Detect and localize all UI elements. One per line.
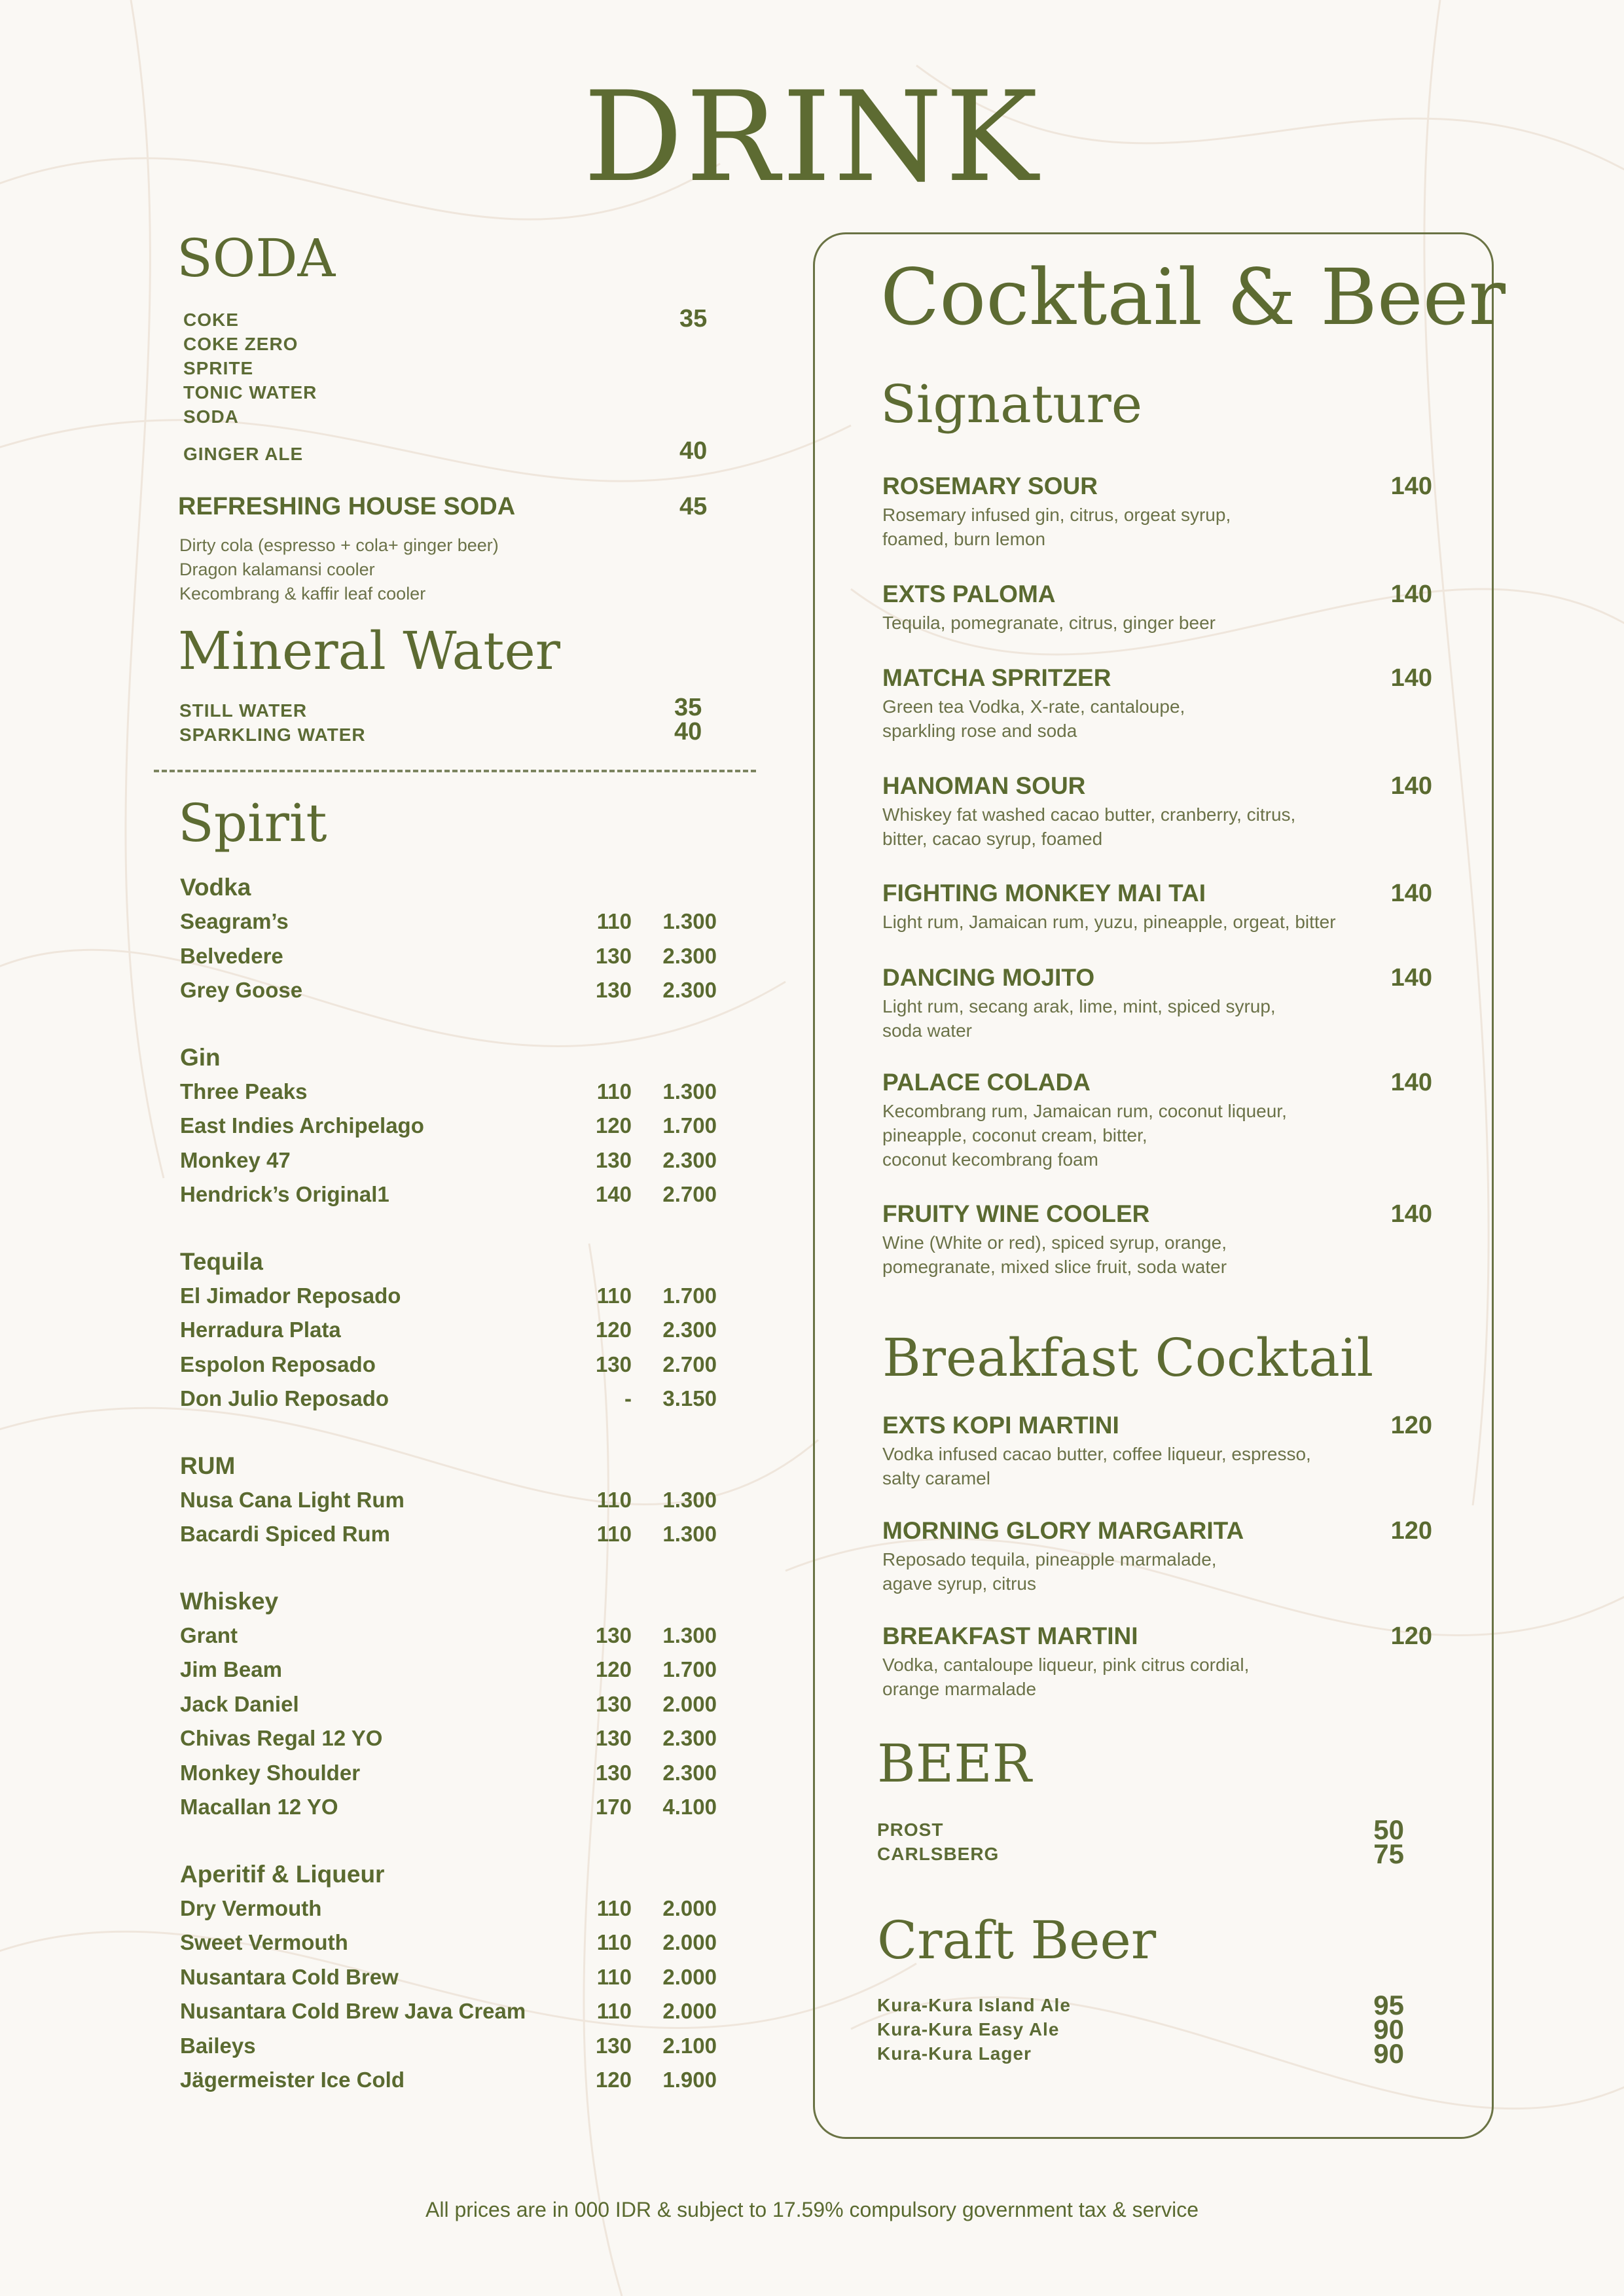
bottle-price: 2.000 — [662, 1964, 717, 1989]
spirit-name: Monkey 47 — [180, 1147, 291, 1172]
cocktail-description: Light rum, Jamaican rum, yuzu, pineapple, orgeat, bitter — [882, 912, 1336, 932]
glass-price: 110 — [596, 1930, 632, 1954]
spirit-group-title: Whiskey — [180, 1587, 279, 1615]
spirit-name: Grey Goose — [180, 978, 303, 1002]
bottle-price: 2.300 — [662, 978, 717, 1002]
glass-price: 130 — [595, 978, 632, 1002]
craft-beer-row — [877, 2014, 1404, 2045]
cocktail-item — [882, 578, 1432, 635]
cocktail-name: DANCING MOJITO — [882, 964, 1095, 991]
bottle-price: 2.000 — [662, 1895, 717, 1920]
cocktail-price: 140 — [1390, 964, 1432, 992]
cocktail-name: FRUITY WINE COOLER — [882, 1200, 1150, 1227]
cocktail-description: orange marmalade — [882, 1679, 1037, 1699]
bottle-price: 2.000 — [662, 1691, 717, 1716]
spirit-name: Monkey Shoulder — [180, 1760, 361, 1785]
soda-item: COKE ZERO — [183, 334, 298, 354]
cocktail-price: 140 — [1390, 664, 1432, 692]
cocktail-item — [882, 770, 1432, 851]
bottle-price: 2.300 — [662, 1318, 717, 1342]
cocktail-item — [882, 470, 1432, 551]
cocktail-price: 120 — [1390, 1412, 1432, 1439]
spirit-group — [180, 1245, 736, 1416]
spirit-name: East Indies Archipelago — [180, 1113, 424, 1138]
spirit-name: Belvedere — [180, 943, 283, 968]
spirit-name: Jägermeister Ice Cold — [180, 2068, 405, 2092]
spirit-group-title: Vodka — [180, 874, 251, 901]
bottle-price: 2.000 — [662, 1930, 717, 1954]
cocktail-beer-title: Cocktail & Beer — [880, 252, 1506, 342]
cocktail-description: coconut kecombrang foam — [882, 1149, 1098, 1170]
soda-list — [183, 308, 317, 429]
spirit-row — [180, 1892, 736, 1926]
glass-price: 110 — [596, 1079, 632, 1103]
glass-price: 130 — [595, 1760, 632, 1785]
cocktail-name: EXTS KOPI MARTINI — [882, 1412, 1119, 1439]
cocktail-description: foamed, burn lemon — [882, 529, 1046, 549]
spirit-name: Jack Daniel — [180, 1691, 299, 1716]
glass-price: 170 — [595, 1795, 632, 1819]
spirit-group-title: RUM — [180, 1452, 236, 1479]
cocktail-item — [882, 961, 1432, 1043]
soda-item: COKE — [183, 310, 239, 330]
spirit-name: Bacardi Spiced Rum — [180, 1522, 390, 1546]
spirit-name: Nusantara Cold Brew Java Cream — [180, 1999, 526, 2023]
bottle-price: 4.100 — [662, 1795, 717, 1819]
cocktail-item — [882, 1066, 1432, 1172]
soda-price: 35 — [679, 305, 708, 332]
bottle-price: 1.700 — [662, 1283, 717, 1308]
spirit-name: Dry Vermouth — [180, 1895, 322, 1920]
cocktail-description: Wine (White or red), spiced syrup, orange, — [882, 1232, 1227, 1253]
spirit-row — [180, 1619, 736, 1653]
glass-price: 120 — [595, 1657, 632, 1681]
still-water-name: STILL WATER — [179, 700, 308, 721]
cocktail-description: sparkling rose and soda — [882, 721, 1077, 741]
cocktail-price: 140 — [1390, 1200, 1432, 1228]
beer-title: BEER — [877, 1733, 1032, 1794]
cocktail-description: Vodka, cantaloupe liqueur, pink citrus cordial, — [882, 1655, 1250, 1675]
glass-price: 110 — [596, 1522, 632, 1546]
craft-beer-name: Kura-Kura Island Ale — [877, 1995, 1071, 2015]
house-soda-name: REFRESHING HOUSE SODA — [178, 493, 516, 520]
bottle-price: 1.300 — [662, 1522, 717, 1546]
cocktail-item — [882, 1515, 1432, 1596]
spirit-row — [180, 1790, 736, 1825]
cocktail-item — [882, 662, 1432, 743]
cocktail-name: PALACE COLADA — [882, 1069, 1091, 1096]
spirit-row — [180, 1517, 736, 1552]
spirit-row — [180, 1348, 736, 1382]
spirit-row — [180, 1143, 736, 1178]
mineral-water-title: Mineral Water — [178, 620, 561, 681]
bottle-price: 1.700 — [662, 1657, 717, 1681]
spirit-row — [180, 1926, 736, 1960]
breakfast-cocktail-title: Breakfast Cocktail — [882, 1327, 1374, 1388]
spirit-row — [180, 1756, 736, 1791]
glass-price: - — [624, 1386, 632, 1410]
spirit-name: Sweet Vermouth — [180, 1930, 348, 1954]
ginger-ale-price: 40 — [679, 437, 708, 465]
spirit-row — [180, 1721, 736, 1756]
house-soda-item: Dragon kalamansi cooler — [179, 560, 375, 579]
bottle-price: 2.300 — [662, 943, 717, 968]
section-divider — [154, 770, 756, 772]
spirit-name: Seagram’s — [180, 909, 289, 933]
cocktail-description: Green tea Vodka, X-rate, cantaloupe, — [882, 696, 1185, 717]
cocktail-item — [882, 1620, 1432, 1701]
cocktail-description: agave syrup, citrus — [882, 1573, 1036, 1594]
spirit-row — [180, 1313, 736, 1348]
spirit-row — [180, 2063, 736, 2098]
glass-price: 130 — [595, 1623, 632, 1647]
glass-price: 110 — [596, 1999, 632, 2023]
cocktail-description: Tequila, pomegranate, citrus, ginger beer — [882, 613, 1216, 633]
price-note-footer: All prices are in 000 IDR & subject to 17.59% compulsory government tax & service — [425, 2198, 1199, 2221]
bottle-price: 2.300 — [662, 1726, 717, 1750]
spirit-name: Jim Beam — [180, 1657, 282, 1681]
craft-beer-price: 90 — [1373, 2014, 1404, 2045]
bottle-price: 1.300 — [662, 909, 717, 933]
cocktail-description: salty caramel — [882, 1468, 990, 1488]
spirit-row — [180, 1994, 736, 2029]
spirit-row — [180, 1687, 736, 1722]
spirit-name: Herradura Plata — [180, 1318, 341, 1342]
cocktail-name: FIGHTING MONKEY MAI TAI — [882, 880, 1206, 906]
cocktail-description: Reposado tequila, pineapple marmalade, — [882, 1549, 1217, 1570]
cocktail-name: HANOMAN SOUR — [882, 772, 1086, 799]
beer-price: 75 — [1373, 1839, 1404, 1869]
cocktail-description: bitter, cacao syrup, foamed — [882, 829, 1103, 849]
glass-price: 130 — [595, 1726, 632, 1750]
cocktail-description: pineapple, coconut cream, bitter, — [882, 1125, 1147, 1145]
craft-beer-price: 95 — [1373, 1990, 1404, 2020]
craft-beer-name: Kura-Kura Easy Ale — [877, 2019, 1060, 2039]
bottle-price: 1.300 — [662, 1623, 717, 1647]
spirit-row — [180, 1960, 736, 1995]
spirit-row — [180, 2029, 736, 2064]
soda-item: SPRITE — [183, 358, 254, 378]
beer-name: CARLSBERG — [877, 1844, 1000, 1864]
spirit-name: Baileys — [180, 2033, 256, 2058]
cocktail-price: 140 — [1390, 581, 1432, 608]
still-water-price: 35 — [674, 694, 702, 721]
glass-price: 130 — [595, 1147, 632, 1172]
spirit-group-title: Tequila — [180, 1247, 263, 1275]
house-soda-item: Kecombrang & kaffir leaf cooler — [179, 584, 426, 603]
spirit-row — [180, 1382, 736, 1416]
bottle-price: 2.300 — [662, 1760, 717, 1785]
spirit-name: Hendrick’s Original1 — [180, 1182, 389, 1206]
spirit-row — [180, 905, 736, 939]
house-soda-item: Dirty cola (espresso + cola+ ginger beer) — [179, 535, 499, 555]
bottle-price: 1.900 — [662, 2068, 717, 2092]
spirit-title: Spirit — [178, 793, 327, 853]
soda-title: SODA — [177, 228, 336, 289]
glass-price: 130 — [595, 943, 632, 968]
cocktail-price: 120 — [1390, 1623, 1432, 1650]
cocktail-price: 140 — [1390, 880, 1432, 907]
bottle-price: 3.150 — [662, 1386, 717, 1410]
spirit-name: Macallan 12 YO — [180, 1795, 338, 1819]
glass-price: 110 — [596, 1895, 632, 1920]
spirit-row — [180, 1483, 736, 1518]
glass-price: 120 — [595, 2068, 632, 2092]
bottle-price: 2.300 — [662, 1147, 717, 1172]
spirit-group — [180, 1585, 736, 1825]
beer-list — [877, 1814, 1404, 1869]
glass-price: 130 — [595, 2033, 632, 2058]
bottle-price: 1.300 — [662, 1079, 717, 1103]
glass-price: 110 — [596, 1283, 632, 1308]
craft-beer-name: Kura-Kura Lager — [877, 2043, 1032, 2064]
sparkling-water-name: SPARKLING WATER — [179, 725, 366, 745]
glass-price: 130 — [595, 1691, 632, 1716]
cocktail-description: Rosemary infused gin, citrus, orgeat syrup, — [882, 505, 1231, 525]
spirit-row — [180, 1177, 736, 1212]
cocktail-name: MATCHA SPRITZER — [882, 664, 1111, 691]
glass-price: 110 — [596, 1487, 632, 1512]
cocktail-description: Whiskey fat washed cacao butter, cranberry, citrus, — [882, 804, 1296, 825]
spirit-name: Nusantara Cold Brew — [180, 1964, 399, 1989]
signature-title: Signature — [880, 374, 1143, 435]
bottle-price: 1.300 — [662, 1487, 717, 1512]
spirit-name: Chivas Regal 12 YO — [180, 1726, 383, 1750]
soda-item: SODA — [183, 406, 239, 427]
cocktail-description: soda water — [882, 1020, 972, 1041]
page-title: DRINK — [583, 65, 1041, 209]
spirit-row — [180, 1075, 736, 1109]
soda-item: TONIC WATER — [183, 382, 317, 403]
bottle-price: 1.700 — [662, 1113, 717, 1138]
spirit-name: Nusa Cana Light Rum — [180, 1487, 405, 1512]
spirit-row — [180, 939, 736, 974]
glass-price: 110 — [596, 909, 632, 933]
craft-beer-title: Craft Beer — [877, 1910, 1157, 1971]
cocktail-item — [882, 1198, 1432, 1279]
house-soda-descriptions — [179, 533, 499, 606]
spirit-row — [180, 1109, 736, 1143]
bottle-price: 2.700 — [662, 1352, 717, 1376]
spirit-group — [180, 1449, 736, 1552]
glass-price: 130 — [595, 1352, 632, 1376]
spirit-name: Espolon Reposado — [180, 1352, 376, 1376]
spirit-row — [180, 973, 736, 1008]
cocktail-description: pomegranate, mixed slice fruit, soda water — [882, 1257, 1227, 1277]
spirit-list — [180, 870, 736, 2130]
spirit-group — [180, 1857, 736, 2098]
cocktail-description: Light rum, secang arak, lime, mint, spiced syrup, — [882, 996, 1276, 1016]
bottle-price: 2.000 — [662, 1999, 717, 2023]
craft-beer-row — [877, 2038, 1404, 2069]
cocktail-name: BREAKFAST MARTINI — [882, 1623, 1138, 1649]
cocktail-item — [882, 877, 1432, 934]
spirit-group-title: Gin — [180, 1043, 221, 1071]
cocktail-name: MORNING GLORY MARGARITA — [882, 1517, 1244, 1544]
beer-price: 50 — [1373, 1814, 1404, 1845]
spirit-group — [180, 1041, 736, 1212]
spirit-row — [180, 1279, 736, 1314]
cocktail-price: 120 — [1390, 1517, 1432, 1545]
cocktail-description: Vodka infused cacao butter, coffee liqueur, espresso, — [882, 1444, 1311, 1464]
sparkling-water-price: 40 — [674, 718, 702, 745]
spirit-row — [180, 1653, 736, 1687]
beer-name: PROST — [877, 1820, 944, 1840]
bottle-price: 2.100 — [662, 2033, 717, 2058]
cocktail-price: 140 — [1390, 1069, 1432, 1096]
cocktail-item — [882, 1409, 1432, 1490]
spirit-name: Don Julio Reposado — [180, 1386, 389, 1410]
spirit-name: El Jimador Reposado — [180, 1283, 401, 1308]
spirit-group-title: Aperitif & Liqueur — [180, 1860, 385, 1888]
cocktail-price: 140 — [1390, 473, 1432, 500]
cocktail-name: ROSEMARY SOUR — [882, 473, 1098, 499]
cocktail-description: Kecombrang rum, Jamaican rum, coconut liqueur, — [882, 1101, 1287, 1121]
craft-beer-row — [877, 1990, 1404, 2020]
beer-row — [877, 1814, 1404, 1845]
house-soda-price: 45 — [679, 493, 708, 520]
beer-row — [877, 1839, 1404, 1869]
glass-price: 140 — [595, 1182, 632, 1206]
craft-beer-list — [877, 1990, 1404, 2069]
cocktail-price: 140 — [1390, 772, 1432, 800]
craft-beer-price: 90 — [1373, 2038, 1404, 2069]
glass-price: 120 — [595, 1318, 632, 1342]
spirit-name: Grant — [180, 1623, 238, 1647]
ginger-ale-name: GINGER ALE — [183, 444, 304, 464]
glass-price: 110 — [596, 1964, 632, 1989]
cocktail-name: EXTS PALOMA — [882, 581, 1056, 607]
glass-price: 120 — [595, 1113, 632, 1138]
bottle-price: 2.700 — [662, 1182, 717, 1206]
spirit-group — [180, 870, 736, 1008]
spirit-name: Three Peaks — [180, 1079, 308, 1103]
